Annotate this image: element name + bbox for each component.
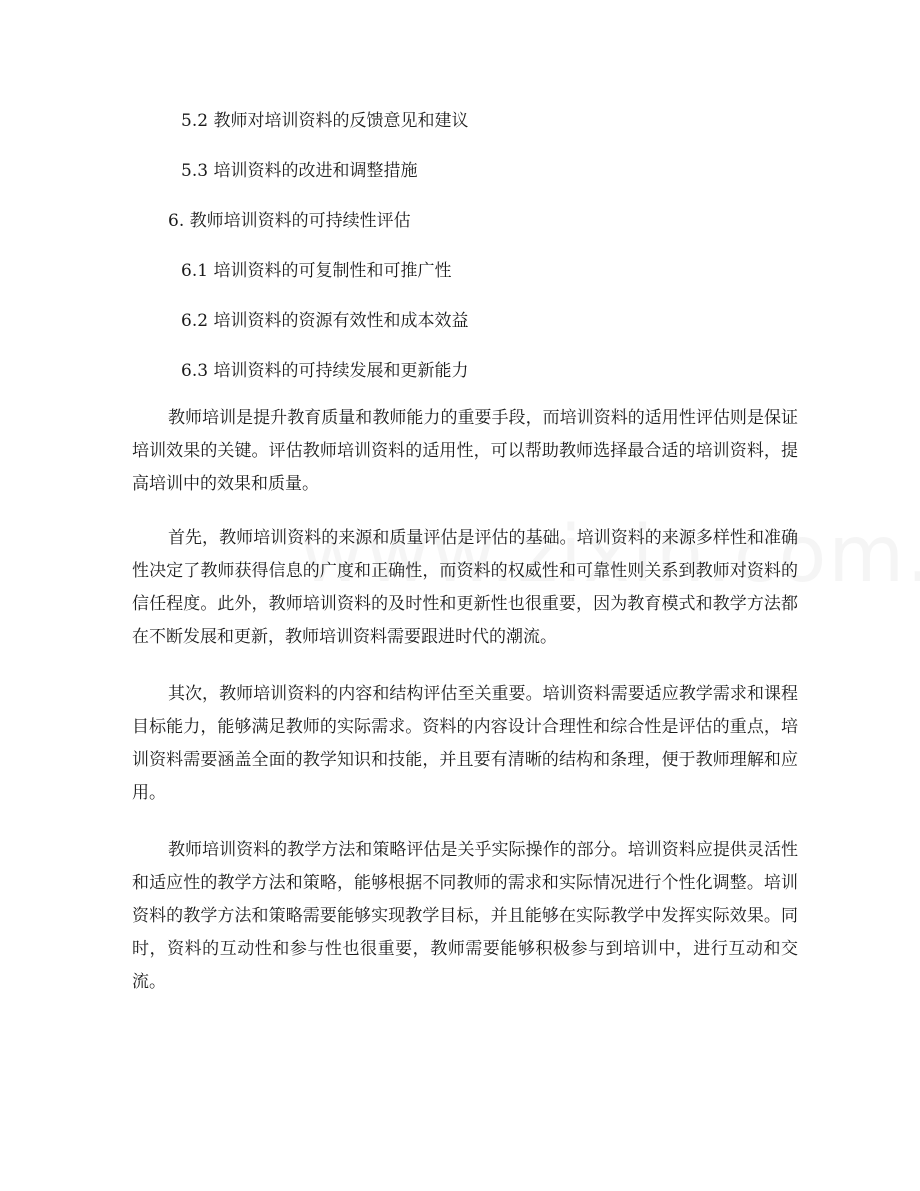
paragraph-content-structure: 其次，教师培训资料的内容和结构评估至关重要。培训资料需要适应教学需求和课程目标能力，能够满足教师的实际需求。资料的内容设计合理性和综合性是评估的重点，培训资料需要涵盖全面的教学知识和技能，并且要有清晰的结构和条理，便于教师理解和应用。: [132, 684, 798, 803]
paragraph-source-quality: 首先，教师培训资料的来源和质量评估是评估的基础。培训资料的来源多样性和准确性决定了教师获得信息的广度和正确性，而资料的权威性和可靠性则关系到教师对资料的信任程度。此外，教师培训资料的及时性和更新性也很重要，因为教育模式和教学方法都在不断发展和更新，教师培训资料需要跟进时代的潮流。: [132, 528, 798, 647]
toc-item-6-2: 6.2 培训资料的资源有效性和成本效益: [181, 311, 469, 331]
paragraph-methods-strategies: 教师培训资料的教学方法和策略评估是关乎实际操作的部分。培训资料应提供灵活性和适应性的教学方法和策略，能够根据不同教师的需求和实际情况进行个性化调整。培训资料的教学方法和策略需要能够实现教学目标，并且能够在实际教学中发挥实际效果。同时，资料的互动性和参与性也很重要，教师需要能够积极参与到培训中，进行互动和交流。: [132, 840, 798, 992]
toc-item-5-2: 5.2 教师对培训资料的反馈意见和建议: [181, 111, 469, 131]
toc-item-6: 6. 教师培训资料的可持续性评估: [168, 211, 411, 231]
toc-item-6-1: 6.1 培训资料的可复制性和可推广性: [181, 261, 452, 281]
toc-item-6-3: 6.3 培训资料的可持续发展和更新能力: [181, 361, 469, 381]
toc-item-5-3: 5.3 培训资料的改进和调整措施: [181, 161, 418, 181]
paragraph-intro: 教师培训是提升教育质量和教师能力的重要手段，而培训资料的适用性评估则是保证培训效果的关键。评估教师培训资料的适用性，可以帮助教师选择最合适的培训资料，提高培训中的效果和质量。: [132, 408, 798, 494]
